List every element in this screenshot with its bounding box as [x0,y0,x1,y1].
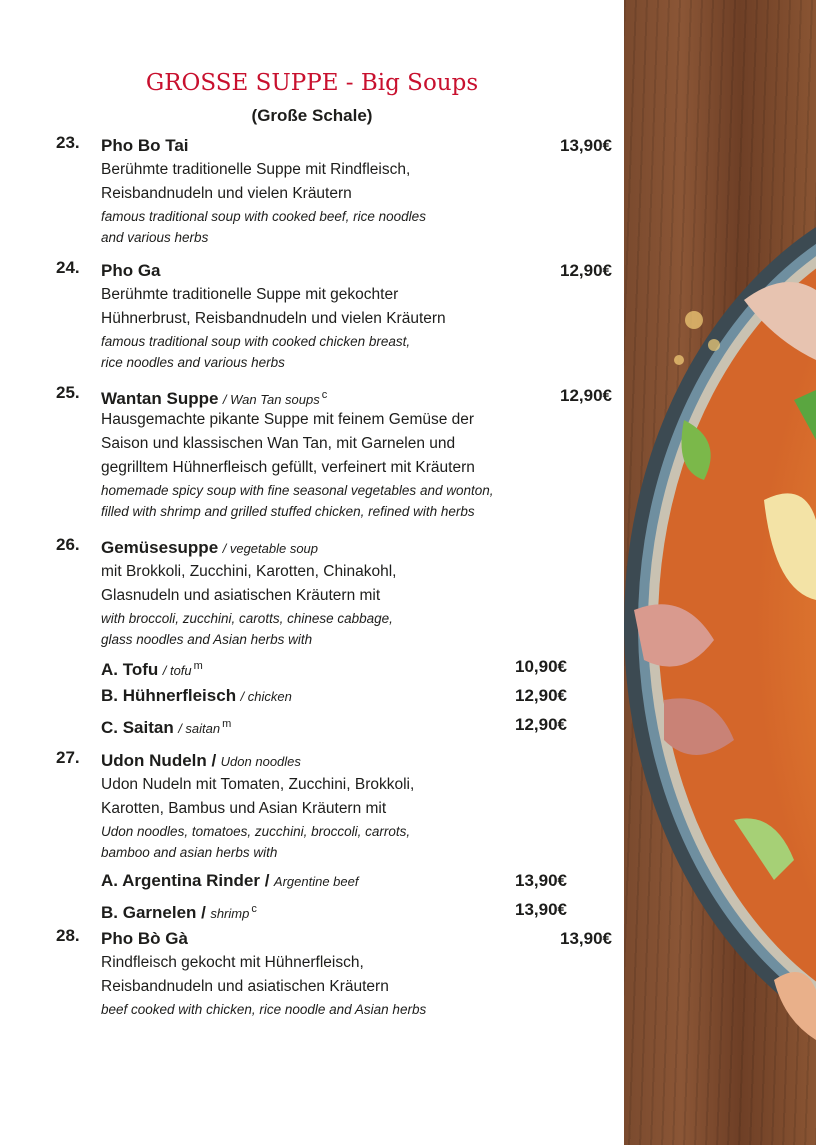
variant-label: A. Tofu [101,660,159,679]
item-description-en: bamboo and asian herbs with [101,845,278,860]
item-number: 26. [56,535,80,554]
variant-label-en: / chicken [240,689,292,704]
item-description-de: gegrilltem Hühnerfleisch gefüllt, verfeinert mit Kräutern [101,459,475,476]
allergen-code: m [222,718,232,730]
allergen-code: c [251,903,257,915]
item-description-en: beef cooked with chicken, rice noodle and Asian herbs [101,1002,427,1017]
section-title: GROSSE SUPPE - Big Soups [145,70,479,96]
item-name-en: Udon noodles [220,754,301,769]
item-name-en: / Wan Tan soups [222,392,320,407]
item-description-de: Reisbandnudeln und asiatischen Kräutern [101,978,389,995]
item-description-de: Glasnudeln und asiatischen Kräutern mit [101,587,381,604]
item-description-en: homemade spicy soup with fine seasonal vegetables and wonton, [101,483,494,498]
item-description-de: Hühnerbrust, Reisbandnudeln und vielen Kräutern [101,310,446,327]
item-description-de: Udon Nudeln mit Tomaten, Zucchini, Brokkoli, [101,776,415,793]
allergen-code: m [193,660,203,672]
item-number: 23. [56,133,80,152]
item-description-en: and various herbs [101,230,209,245]
item-description-de: Berühmte traditionelle Suppe mit Rindfleisch, [101,161,411,178]
variant-label-en: / saitan [178,721,221,736]
variant-label: B. Garnelen / [101,903,206,922]
soup-bowl-photo [624,0,816,1145]
item-description-en: Udon noodles, tomatoes, zucchini, broccoli, carrots, [101,824,411,839]
variant-price: 13,90€ [515,900,567,919]
item-description-de: Reisbandnudeln und vielen Kräutern [101,185,352,202]
variant-saitan [101,712,567,737]
item-description-de: Hausgemachte pikante Suppe mit feinem Gemüse der [101,411,475,428]
item-name: Pho Ga [101,261,161,280]
variant-label-en: / tofu [162,663,192,678]
item-description-en: famous traditional soup with cooked beef, rice noodles [101,209,426,224]
variant-argentine-beef [101,868,567,893]
soup-bowl-illustration [624,0,816,1145]
item-price: 12,90€ [560,386,612,405]
variant-label-en: Argentine beef [273,874,359,889]
item-name: Udon Nudeln / [101,751,217,770]
item-description-en: famous traditional soup with cooked chicken breast, [101,334,411,349]
item-description-de: Berühmte traditionelle Suppe mit gekochter [101,286,399,303]
item-name: Pho Bo Tai [101,136,189,155]
item-description-en: rice noodles and various herbs [101,355,285,370]
item-name: Wantan Suppe [101,389,219,408]
item-name-en: / vegetable soup [222,541,319,556]
variant-tofu [101,654,567,679]
variant-label: C. Saitan [101,718,174,737]
variant-price: 10,90€ [515,657,567,676]
variant-label: B. Hühnerfleisch [101,686,237,705]
item-description-de: Karotten, Bambus und Asian Kräutern mit [101,800,387,817]
item-description-de: mit Brokkoli, Zucchini, Karotten, Chinakohl, [101,563,397,580]
item-number: 25. [56,383,80,402]
variant-label: A. Argentina Rinder / [101,871,270,890]
item-number: 24. [56,258,80,277]
variant-price: 13,90€ [515,871,567,890]
allergen-code: c [321,389,328,401]
variant-shrimp [101,897,567,922]
item-number: 27. [56,748,80,767]
variant-chicken [101,683,567,708]
item-description-en: filled with shrimp and grilled stuffed chicken, refined with herbs [101,504,475,519]
section-subtitle: (Große Schale) [251,106,373,125]
item-description-de: Saison und klassischen Wan Tan, mit Garnelen und [101,435,456,452]
item-name: Pho Bò Gà [101,929,188,948]
variant-price: 12,90€ [515,715,567,734]
item-name: Gemüsesuppe [101,538,219,557]
variant-label-en: shrimp [210,906,250,921]
item-price: 13,90€ [560,136,612,155]
variant-price: 12,90€ [515,686,567,705]
item-description-en: with broccoli, zucchini, carotts, chinese cabbage, [101,611,393,626]
item-description-en: glass noodles and Asian herbs with [101,632,313,647]
item-price: 13,90€ [560,929,612,948]
item-description-de: Rindfleisch gekocht mit Hühnerfleisch, [101,954,364,971]
item-price: 12,90€ [560,261,612,280]
item-number: 28. [56,926,80,945]
